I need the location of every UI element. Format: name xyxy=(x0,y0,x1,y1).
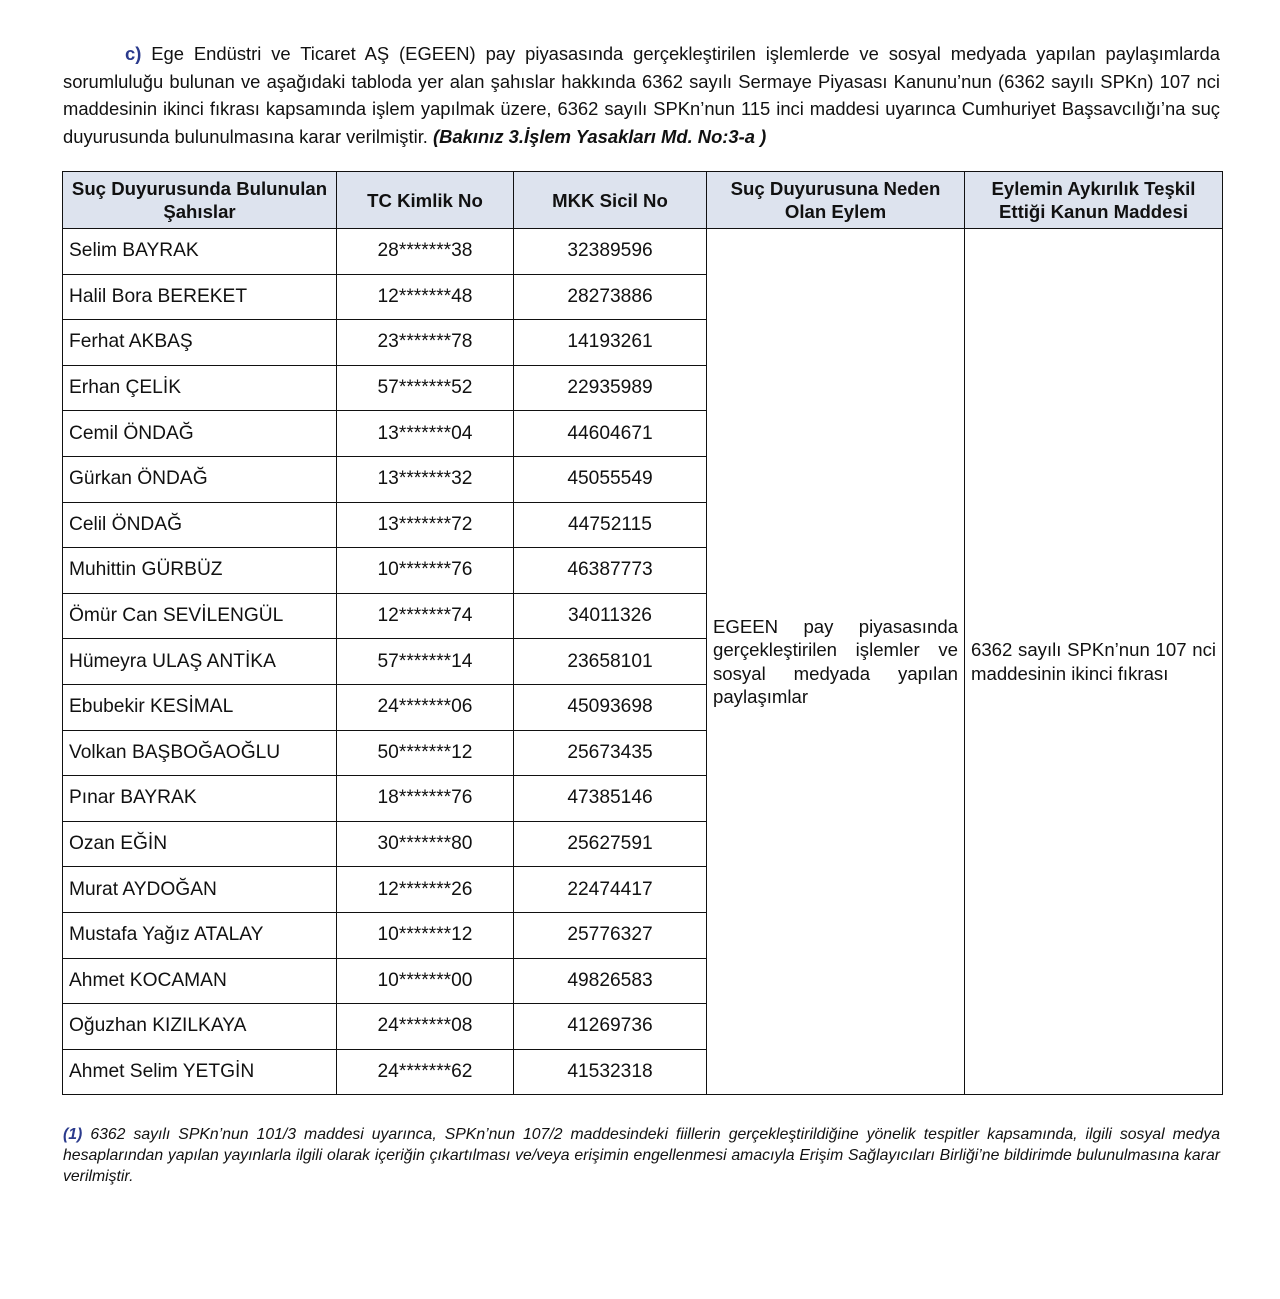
tc-id-number: 50*******12 xyxy=(337,730,514,776)
mkk-registry-number: 45093698 xyxy=(514,684,707,730)
person-name: Celil ÖNDAĞ xyxy=(63,502,337,548)
action-cell: EGEEN pay piyasasında gerçekleştirilen işlemler ve sosyal medyada yapılan paylaşımlar xyxy=(707,229,965,1095)
mkk-registry-number: 23658101 xyxy=(514,639,707,685)
header-tc-id: TC Kimlik No xyxy=(337,172,514,229)
person-name: Ahmet Selim YETGİN xyxy=(63,1049,337,1095)
footnote xyxy=(63,1124,1220,1187)
person-name: Erhan ÇELİK xyxy=(63,365,337,411)
mkk-registry-number: 46387773 xyxy=(514,548,707,594)
law-article-cell: 6362 sayılı SPKn’nun 107 nci maddesinin ikinci fıkrası xyxy=(965,229,1223,1095)
section-label: c) xyxy=(125,43,142,64)
person-name: Hümeyra ULAŞ ANTİKA xyxy=(63,639,337,685)
header-persons: Suç Duyurusunda Bulunulan Şahıslar xyxy=(63,172,337,229)
person-name: Ferhat AKBAŞ xyxy=(63,320,337,366)
footnote-number: (1) xyxy=(63,1126,83,1143)
mkk-registry-number: 25627591 xyxy=(514,821,707,867)
mkk-registry-number: 49826583 xyxy=(514,958,707,1004)
tc-id-number: 28*******38 xyxy=(337,229,514,275)
intro-text: Ege Endüstri ve Ticaret AŞ (EGEEN) pay piyasasında gerçekleştirilen işlemlerde ve sosyal medyada yapılan paylaşımlarda sorumluluğu bulunan ve aşağıdaki tabloda yer alan şahıslar hakkında 6362 sayılı Sermaye Piyasası Kanunu’nun (6362 sayılı SPKn) 107 nci maddesinin ikinci fıkrası kapsamında işlem yapılmak üzere, 6362 sayılı SPKn’nun 115 inci maddesi uyarınca Cumhuriyet Başsavcılığı’na suç duyurusunda bulunulmasına karar verilmiştir. xyxy=(63,43,1220,147)
table-row xyxy=(63,229,1223,275)
criminal-complaint-table xyxy=(62,171,1223,1095)
header-action: Suç Duyurusuna Neden Olan Eylem xyxy=(707,172,965,229)
tc-id-number: 24*******62 xyxy=(337,1049,514,1095)
person-name: Murat AYDOĞAN xyxy=(63,867,337,913)
tc-id-number: 57*******52 xyxy=(337,365,514,411)
mkk-registry-number: 47385146 xyxy=(514,776,707,822)
footnote-text: 6362 sayılı SPKn’nun 101/3 maddesi uyarınca, SPKn’nun 107/2 maddesindeki fiillerin gerçekleştirildiğine yönelik tespitler kapsamında, ilgili sosyal medya hesaplarından yapılan yayınlarla ilgili olarak içeriğin çıkartılması ve/veya erişimin engellenmesi amacıyla Erişim Sağlayıcıları Birliği’ne bildirimde bulunulmasına karar verilmiştir. xyxy=(63,1126,1221,1185)
mkk-registry-number: 44752115 xyxy=(514,502,707,548)
tc-id-number: 10*******76 xyxy=(337,548,514,594)
mkk-registry-number: 34011326 xyxy=(514,593,707,639)
mkk-registry-number: 14193261 xyxy=(514,320,707,366)
tc-id-number: 13*******72 xyxy=(337,502,514,548)
person-name: Ebubekir KESİMAL xyxy=(63,684,337,730)
person-name: Cemil ÖNDAĞ xyxy=(63,411,337,457)
mkk-registry-number: 25673435 xyxy=(514,730,707,776)
person-name: Gürkan ÖNDAĞ xyxy=(63,456,337,502)
tc-id-number: 18*******76 xyxy=(337,776,514,822)
person-name: Ozan EĞİN xyxy=(63,821,337,867)
mkk-registry-number: 41269736 xyxy=(514,1004,707,1050)
mkk-registry-number: 44604671 xyxy=(514,411,707,457)
person-name: Muhittin GÜRBÜZ xyxy=(63,548,337,594)
person-name: Mustafa Yağız ATALAY xyxy=(63,912,337,958)
mkk-registry-number: 22935989 xyxy=(514,365,707,411)
tc-id-number: 23*******78 xyxy=(337,320,514,366)
mkk-registry-number: 41532318 xyxy=(514,1049,707,1095)
mkk-registry-number: 32389596 xyxy=(514,229,707,275)
tc-id-number: 24*******06 xyxy=(337,684,514,730)
person-name: Pınar BAYRAK xyxy=(63,776,337,822)
person-name: Ömür Can SEVİLENGÜL xyxy=(63,593,337,639)
table-header-row xyxy=(63,172,1223,229)
person-name: Oğuzhan KIZILKAYA xyxy=(63,1004,337,1050)
reference-note: (Bakınız 3.İşlem Yasakları Md. No:3-a ) xyxy=(433,125,767,147)
tc-id-number: 10*******12 xyxy=(337,912,514,958)
tc-id-number: 24*******08 xyxy=(337,1004,514,1050)
mkk-registry-number: 25776327 xyxy=(514,912,707,958)
tc-id-number: 12*******48 xyxy=(337,274,514,320)
person-name: Selim BAYRAK xyxy=(63,229,337,275)
person-name: Volkan BAŞBOĞAOĞLU xyxy=(63,730,337,776)
tc-id-number: 13*******04 xyxy=(337,411,514,457)
intro-paragraph xyxy=(63,40,1220,150)
person-name: Ahmet KOCAMAN xyxy=(63,958,337,1004)
person-name: Halil Bora BEREKET xyxy=(63,274,337,320)
mkk-registry-number: 45055549 xyxy=(514,456,707,502)
tc-id-number: 12*******74 xyxy=(337,593,514,639)
tc-id-number: 10*******00 xyxy=(337,958,514,1004)
header-mkk-no: MKK Sicil No xyxy=(514,172,707,229)
mkk-registry-number: 28273886 xyxy=(514,274,707,320)
mkk-registry-number: 22474417 xyxy=(514,867,707,913)
header-law-article: Eylemin Aykırılık Teşkil Ettiği Kanun Maddesi xyxy=(965,172,1223,229)
tc-id-number: 30*******80 xyxy=(337,821,514,867)
tc-id-number: 12*******26 xyxy=(337,867,514,913)
tc-id-number: 57*******14 xyxy=(337,639,514,685)
tc-id-number: 13*******32 xyxy=(337,456,514,502)
